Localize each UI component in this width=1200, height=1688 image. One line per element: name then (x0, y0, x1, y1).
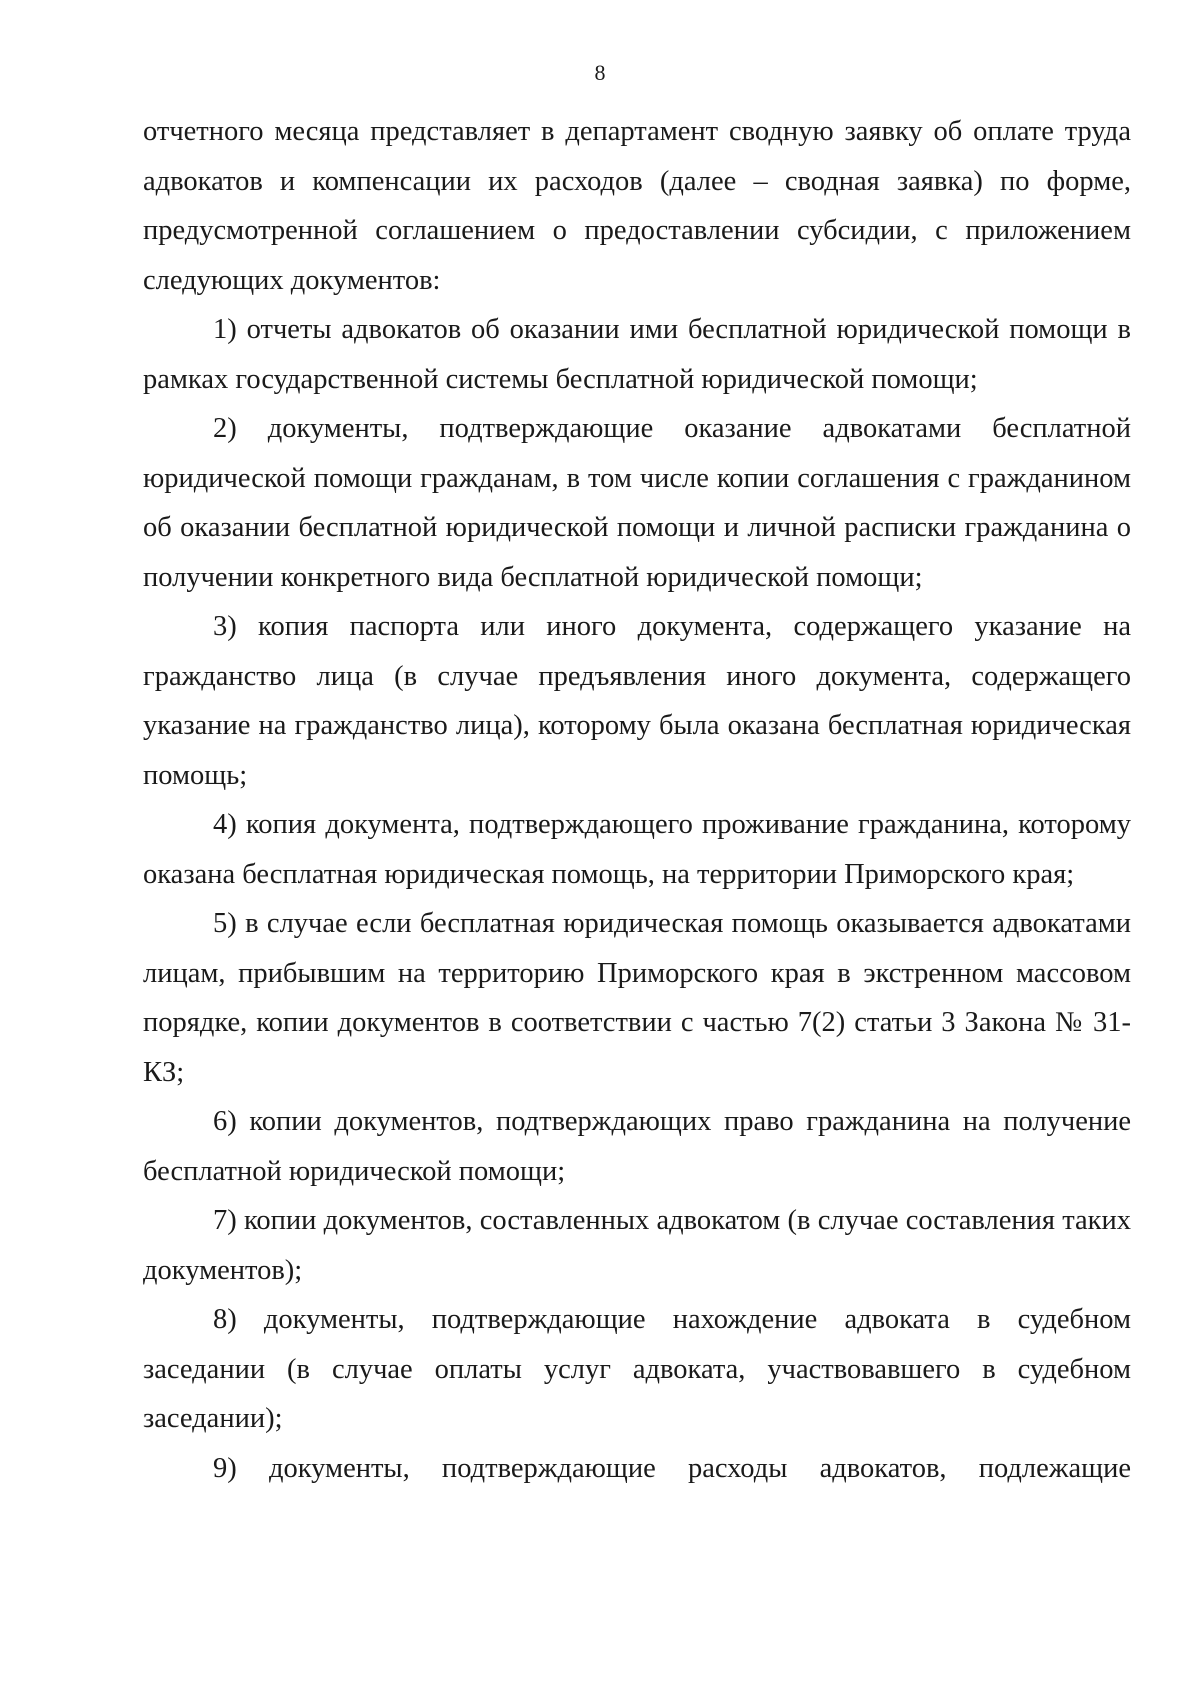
list-item-4: 4) копия документа, подтверждающего проживание гражданина, которому оказана бесплатная юридическая помощь, на территории Приморского края; (143, 809, 1131, 890)
list-item-9: 9) документы, подтверждающие расходы адвокатов, подлежащие (213, 1452, 1131, 1484)
page-number: 8 (594, 60, 606, 85)
list-item-3: 3) копия паспорта или иного документа, содержащего указание на гражданство лица (в случае предъявления иного документа, содержащего указание на гражданство лица), которому была оказана бесплатная юридическая помощь; (143, 611, 1131, 791)
list-item-1: 1) отчеты адвокатов об оказании ими бесплатной юридической помощи в рамках государственной системы бесплатной юридической помощи; (143, 314, 1131, 395)
list-item-5: 5) в случае если бесплатная юридическая помощь оказывается адвокатами лицам, прибывшим на территорию Приморского края в экстренном массовом порядке, копии документов в соответствии с частью 7(2) статьи 3 Закона № 31-КЗ; (143, 908, 1131, 1088)
list-item-6: 6) копии документов, подтверждающих право гражданина на получение бесплатной юридической помощи; (143, 1106, 1131, 1187)
list-item-7: 7) копии документов, составленных адвокатом (в случае составления таких документов); (143, 1205, 1131, 1286)
list-item-8: 8) документы, подтверждающие нахождение адвоката в судебном заседании (в случае оплаты услуг адвоката, участвовавшего в судебном заседании); (143, 1304, 1131, 1434)
document-body (143, 107, 1131, 1493)
list-item-2: 2) документы, подтверждающие оказание адвокатами бесплатной юридической помощи гражданам, в том числе копии соглашения с гражданином об оказании бесплатной юридической помощи и личной расписки гражданина о получении конкретного вида бесплатной юридической помощи; (143, 413, 1131, 593)
paragraph-intro: отчетного месяца представляет в департамент сводную заявку об оплате труда адвокатов и компенсации их расходов (далее – сводная заявка) по форме, предусмотренной соглашением о предоставлении субсидии, с приложением следующих документов: (143, 116, 1131, 296)
